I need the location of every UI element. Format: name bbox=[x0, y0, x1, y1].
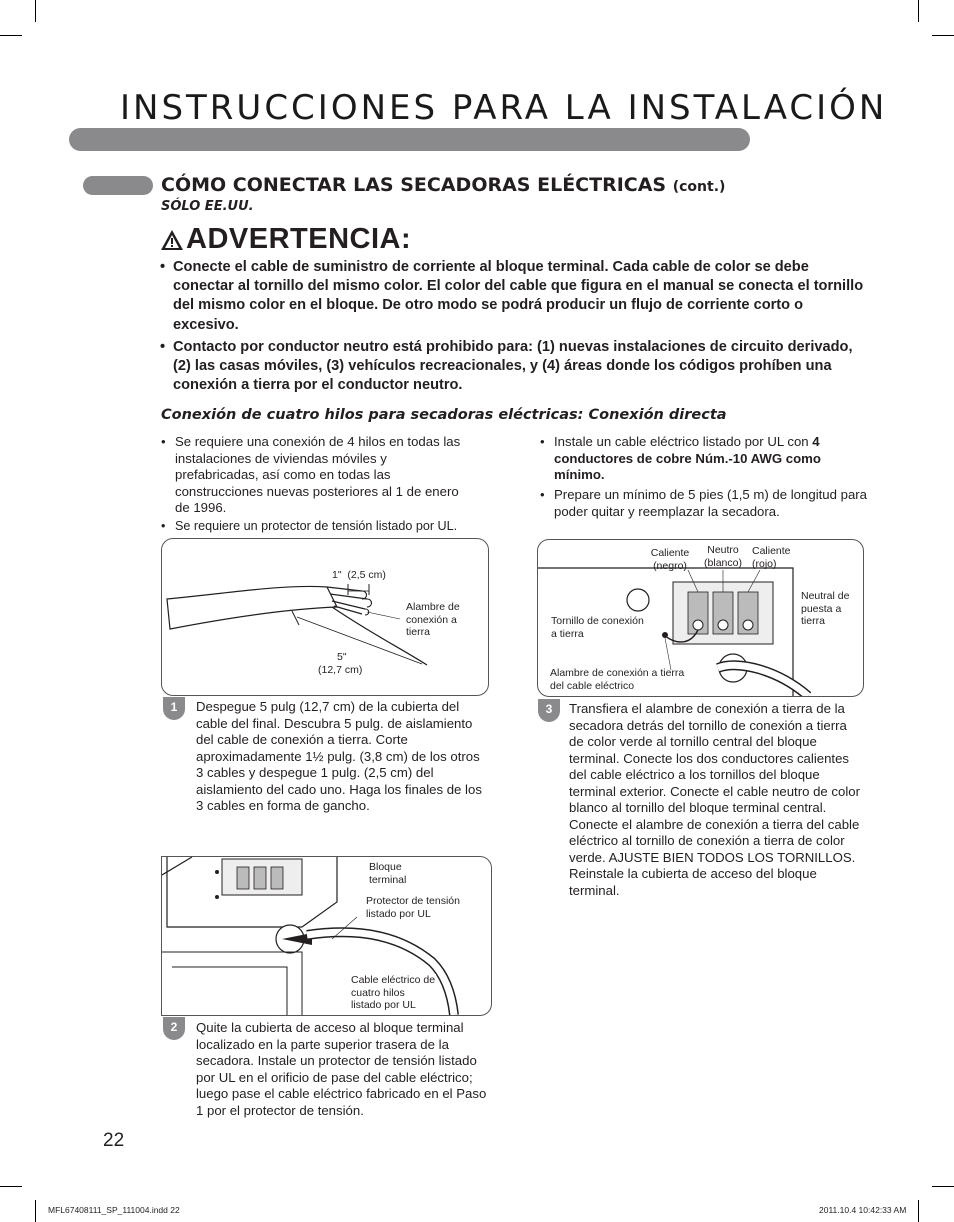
section-title bbox=[161, 174, 725, 196]
section-title-text: CÓMO CONECTAR LAS SECADORAS ELÉCTRICAS bbox=[161, 174, 667, 196]
power-cord-label: Cable eléctrico de cuatro hilos listado por UL bbox=[351, 974, 436, 1011]
region-note: SÓLO EE.UU. bbox=[161, 199, 254, 214]
crop-mark bbox=[918, 1200, 919, 1222]
footer-timestamp: 2011.10.4 10:42:33 AM bbox=[819, 1205, 907, 1215]
warning-heading bbox=[160, 223, 411, 256]
terminal-block-label: Bloque terminal bbox=[369, 861, 407, 886]
figure-1-panel bbox=[161, 538, 489, 696]
step-number: 2 bbox=[163, 1017, 185, 1040]
page-title: INSTRUCCIONES PARA LA INSTALACIÓN bbox=[120, 88, 888, 128]
subheading: Conexión de cuatro hilos para secadoras eléctricas: Conexión directa bbox=[161, 407, 727, 423]
list-item: • Prepare un mínimo de 5 pies (1,5 m) de longitud para poder quitar y reemplazar la secadora. bbox=[540, 487, 868, 519]
ground-wire-label: Alambre de conexión a tierra del cable eléctrico bbox=[550, 667, 685, 692]
dim-label-1in: 1" (2,5 cm) bbox=[332, 569, 386, 581]
list-item: • Se requiere un protector de tensión listado por UL. bbox=[161, 519, 458, 533]
warning-label: ADVERTENCIA: bbox=[186, 223, 412, 255]
crop-mark bbox=[35, 1200, 36, 1222]
ground-screw-label: Tornillo de conexión a tierra bbox=[551, 615, 644, 640]
step-text: Quite la cubierta de acceso al bloque terminal localizado en la parte superior trasera de la secadora. Instale un protector de tensión listado por UL en el orificio de pase del cable eléctrico; luego pase el cable eléctrico fabricado en el Paso 1 por el protector de tensión. bbox=[196, 1020, 487, 1118]
crop-mark bbox=[0, 1186, 22, 1187]
list-item: • Instale un cable eléctrico listado por UL con 4 conductores de cobre Núm.-10 AWG como mínimo. bbox=[540, 434, 821, 482]
hot-black-label: Caliente (negro) bbox=[650, 547, 690, 572]
warning-item: • Conecte el cable de suministro de corriente al bloque terminal. Cada cable de color se debe conectar al tornillo del mismo color. El color del cable que figura en el manual se conecta el tornillo del mismo color en el bloque. De otro modo se podrá producir un flujo de corriente corto o excesivo. bbox=[160, 259, 864, 333]
hot-red-label: Caliente (rojo) bbox=[752, 545, 791, 570]
title-bar bbox=[69, 128, 750, 151]
crop-mark bbox=[932, 35, 954, 36]
crop-mark bbox=[932, 1186, 954, 1187]
step-number: 1 bbox=[163, 697, 185, 720]
neutral-white-label: Neutro (blanco) bbox=[704, 544, 742, 569]
crop-mark bbox=[918, 0, 919, 22]
warning-icon bbox=[160, 229, 184, 251]
page-number: 22 bbox=[103, 1130, 125, 1151]
figure-3-panel bbox=[537, 539, 864, 697]
dim-label-5in: 5" bbox=[337, 651, 347, 663]
section-cont: (cont.) bbox=[672, 179, 726, 195]
footer-file: MFL67408111_SP_111004.indd 22 bbox=[48, 1205, 180, 1215]
warning-item: • Contacto por conductor neutro está prohibido para: (1) nuevas instalaciones de circuito derivado, (2) las casas móviles, (3) vehículos recreacionales, y (4) áreas donde los códigos prohíben una conexión a tierra por el conductor neutro. bbox=[160, 339, 853, 394]
step-text: Transfiera el alambre de conexión a tierra de la secadora detrás del tornillo de conexión a tierra de color verde al tornillo central del bloque terminal. Conecte los dos conductores calientes del cable eléctrico a los tornillos del bloque terminal exterior. Conecte el cable neutro de color blanco al tornillo del bloque terminal central. Conecte el alambre de conexión a tierra del cable eléctrico al tornillo de conexión a tierra de color verde. AJUSTE BIEN TODOS LOS TORNILLOS. Reinstale la cubierta de acceso del bloque terminal. bbox=[569, 701, 861, 898]
step-number: 3 bbox=[538, 699, 560, 722]
crop-mark bbox=[35, 0, 36, 22]
step-text: Despegue 5 pulg (12,7 cm) de la cubierta del cable del final. Descubra 5 pulg. de aislamiento del cable de conexión a tierra. Corte aproximadamente 1½ pulg. (3,8 cm) de los otros 3 cables y despegue 1 pulg. (2,5 cm) del aislamiento del cado uno. Haga los finales de los 3 cables en forma de gancho. bbox=[196, 699, 482, 813]
strain-relief-label: Protector de tensión listado por UL bbox=[366, 895, 460, 920]
crop-mark bbox=[0, 35, 22, 36]
section-pill bbox=[83, 176, 153, 195]
strain-relief-illustration bbox=[162, 857, 491, 1015]
neutral-ground-label: Neutral de puesta a tierra bbox=[801, 590, 850, 627]
figure-2-panel bbox=[161, 856, 492, 1016]
dim-label-5in-metric: (12,7 cm) bbox=[318, 664, 363, 676]
list-item: • Se requiere una conexión de 4 hilos en todas las instalaciones de viviendas móviles y prefabricadas, así como en todas las construcciones nuevas posteriores al 1 de enero de 1996. bbox=[161, 434, 461, 515]
ground-wire-label: Alambre de conexión a tierra bbox=[406, 601, 460, 638]
